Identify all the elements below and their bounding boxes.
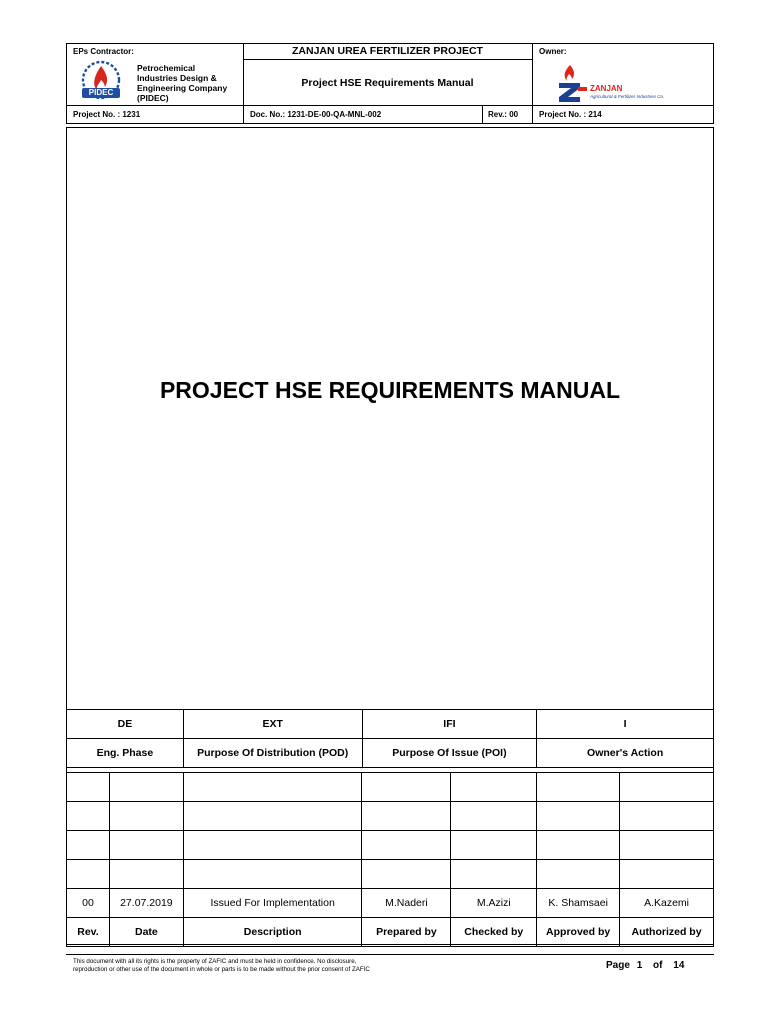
checked-by-header: Checked by xyxy=(451,918,537,947)
status-table xyxy=(66,709,714,768)
rev-header: Rev. xyxy=(67,918,110,947)
contractor-project-no: Project No. : 1231 xyxy=(73,110,141,119)
zanjan-logo xyxy=(556,63,680,103)
authorized-by-header: Authorized by xyxy=(620,918,714,947)
owner-action-value: I xyxy=(537,710,714,739)
revision-table xyxy=(66,772,714,947)
revision-row-empty xyxy=(67,773,714,802)
pidec-logo-text: PIDEC xyxy=(88,88,114,97)
owner-label: Owner: xyxy=(539,47,567,56)
zanjan-logo-subtext: Agricultural & Fertilizer Industries Co. xyxy=(590,94,665,99)
contractor-label: EPs Contractor: xyxy=(73,47,134,56)
document-title: Project HSE Requirements Manual xyxy=(301,76,474,89)
rev-cell: 00 xyxy=(67,889,110,918)
revision-row xyxy=(67,889,714,918)
revision-header-row xyxy=(67,918,714,947)
footer-disclaimer-line2: reproduction or other use of the document in whole or parts is to be made without the prior consent of ZAFIC xyxy=(73,966,370,973)
approved-by-header: Approved by xyxy=(537,918,620,947)
revision-row-empty xyxy=(67,831,714,860)
page-number xyxy=(606,960,684,971)
page-total: 14 xyxy=(673,960,685,971)
project-title: ZANJAN UREA FERTILIZER PROJECT xyxy=(292,45,483,57)
zanjan-logo-text: ZANJAN xyxy=(590,84,623,93)
poi-value: IFI xyxy=(362,710,537,739)
revision-row-empty xyxy=(67,860,714,889)
rev-no: Rev.: 00 xyxy=(488,110,519,119)
pod-value: EXT xyxy=(183,710,362,739)
owner-action-label: Owner's Action xyxy=(537,739,714,768)
eng-phase-label: Eng. Phase xyxy=(67,739,184,768)
authorized-by-cell: A.Kazemi xyxy=(620,889,714,918)
date-header: Date xyxy=(109,918,183,947)
page-current: 1 xyxy=(636,960,643,971)
pod-label: Purpose Of Distribution (POD) xyxy=(183,739,362,768)
revision-row-empty xyxy=(67,802,714,831)
description-cell: Issued For Implementation xyxy=(183,889,362,918)
eng-phase-value: DE xyxy=(67,710,184,739)
pidec-logo xyxy=(72,58,130,106)
owner-project-no: Project No. : 214 xyxy=(539,110,602,119)
page-of: of xyxy=(653,960,663,971)
poi-label: Purpose Of Issue (POI) xyxy=(362,739,537,768)
description-header: Description xyxy=(183,918,362,947)
prepared-by-header: Prepared by xyxy=(362,918,451,947)
doc-no: Doc. No.: 1231-DE-00-QA-MNL-002 xyxy=(250,110,382,119)
prepared-by-cell: M.Naderi xyxy=(362,889,451,918)
footer-disclaimer-line1: This document with all its rights is the property of ZAFIC and must be held in confidence. No disclosure, xyxy=(73,958,357,965)
main-title: PROJECT HSE REQUIREMENTS MANUAL xyxy=(159,376,621,403)
contractor-name: Petrochemical Industries Design & Engineering Company (PIDEC) xyxy=(137,63,228,103)
date-cell: 27.07.2019 xyxy=(109,889,183,918)
approved-by-cell: K. Shamsaei xyxy=(537,889,620,918)
footer-rule xyxy=(66,954,714,955)
page-label: Page xyxy=(606,960,630,971)
checked-by-cell: M.Azizi xyxy=(451,889,537,918)
